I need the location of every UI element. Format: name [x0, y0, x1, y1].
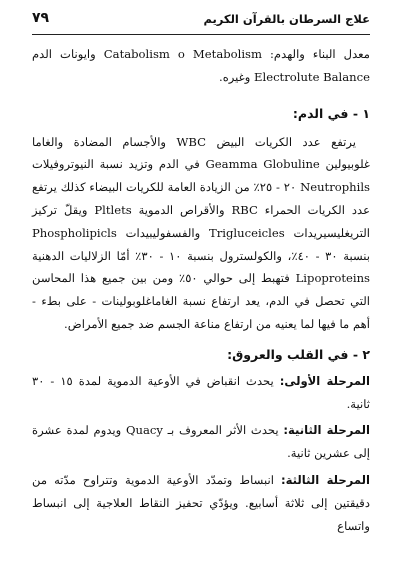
stage-paragraph-1 [32, 370, 370, 416]
blood-paragraph: يرتفع عدد الكريات البيض WBC والأجسام المضادة والغاما غلوبيولين Geamma Globuline في الدم وتزيد نسبة النيوتروفيلات Neutrophils ٢٠ - ٢٥٪ من الزيادة العامة للكريات البيضاء كذلك يرتفع عدد الكريات الحمراء RBC والأقراص الدموية Pltlets ويقلّ تركيز التريغليسيريدات Trigluceicles والفسفوليبيدات Phospholipicls بنسبة ٣٠ - ٤٠٪، والكولسترول بنسبة ١٠ - ٣٠٪ أمّا الزلاليات الدهنية Lipoproteins فتهبط إلى حوالي ٥٠٪ ومن بين جميع هذا المحاسن التي تحصل في الدم، يعد ارتفاع نسبة الغاماغلوبولينات - على بطء - أهم ما فيها لما يعنيه من ارتفاع مناعة الجسم ضد جميع الأمراض. [32, 134, 371, 331]
page-body [32, 43, 370, 537]
stage-paragraph-3 [32, 469, 370, 537]
stage-paragraph-2 [32, 419, 370, 465]
stage-label: المرحلة الأولى: [279, 373, 370, 388]
stage-label: المرحلة الثانية: [283, 423, 371, 438]
section-heading-blood: ١ - في الدم: [292, 105, 370, 121]
stage-label: المرحلة الثالثة: [281, 472, 370, 487]
section-heading-heart: ٢ - في القلب والعروق: [227, 346, 370, 362]
page-header [32, 4, 370, 35]
page-number: ٧٩ [32, 10, 50, 26]
running-title: علاج السرطان بالقرآن الكريم [203, 12, 370, 26]
book-page [0, 4, 400, 582]
stage-text: يحدث انقباض في الأوعية الدموية لمدة ١٥ - ٣٠ ثانية. [32, 373, 370, 411]
stage-text: انبساط وتمدّد الأوعية الدموية وتتراوح مدّته من دقيقتين إلى ثلاثة أسابيع. ويؤدّي تحفيز النقاط العلاجية إلى انبساط واتساع [32, 472, 370, 533]
intro-paragraph: معدل البناء والهدم: Catabolism o Metabolism وايونات الدم Electrolute Balance وغيره. [32, 47, 370, 84]
stage-text: يحدث الأثر المعروف بـ Quacy ويدوم لمدة عشرة إلى عشرين ثانية. [32, 423, 370, 461]
